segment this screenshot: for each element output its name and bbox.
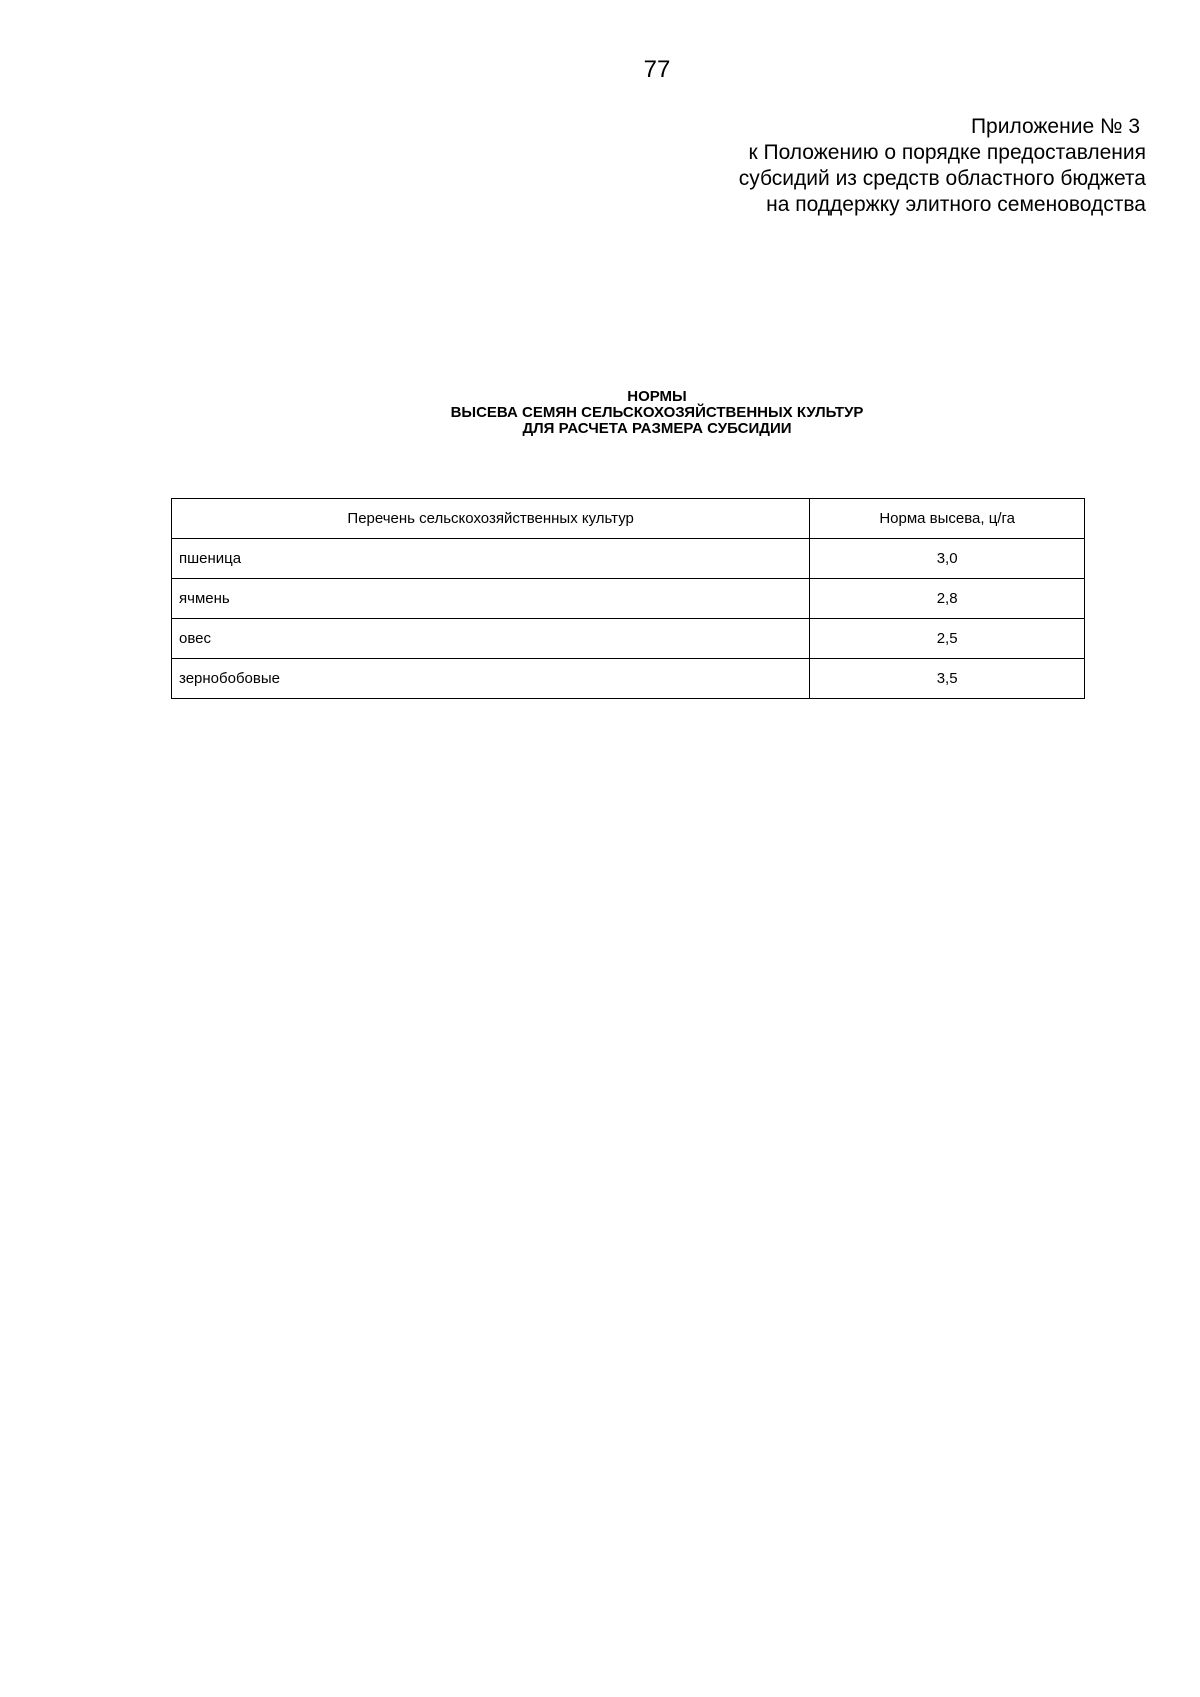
crop-name: зернобобовые (172, 659, 810, 699)
table-row (172, 659, 1085, 699)
title-line: НОРМЫ (627, 388, 687, 405)
seeding-rate: 2,5 (810, 619, 1085, 659)
table-header-row (172, 499, 1085, 539)
appendix-line: Приложение № 3 (970, 115, 1140, 138)
title-line: ВЫСЕВА СЕМЯН СЕЛЬСКОХОЗЯЙСТВЕННЫХ КУЛЬТУР (450, 404, 864, 421)
seeding-rate: 2,8 (810, 579, 1085, 619)
seeding-rate: 3,0 (810, 539, 1085, 579)
seeding-rate: 3,5 (810, 659, 1085, 699)
appendix-line: субсидий из средств областного бюджета (738, 167, 1146, 190)
appendix-note (739, 114, 1146, 218)
header-seeding-rate: Норма высева, ц/га (810, 499, 1085, 539)
seeding-norms-table (171, 498, 1085, 699)
title-line: ДЛЯ РАСЧЕТА РАЗМЕРА СУБСИДИИ (522, 420, 792, 437)
header-crop-list: Перечень сельскохозяйственных культур (172, 499, 810, 539)
appendix-line: на поддержку элитного семеноводства (766, 193, 1146, 216)
table-row (172, 539, 1085, 579)
page-number: 77 (643, 56, 671, 83)
table-row (172, 619, 1085, 659)
crop-name: ячмень (172, 579, 810, 619)
table-row (172, 579, 1085, 619)
document-title (0, 389, 1200, 437)
crop-name: овес (172, 619, 810, 659)
appendix-line: к Положению о порядке предоставления (748, 141, 1146, 164)
crop-name: пшеница (172, 539, 810, 579)
